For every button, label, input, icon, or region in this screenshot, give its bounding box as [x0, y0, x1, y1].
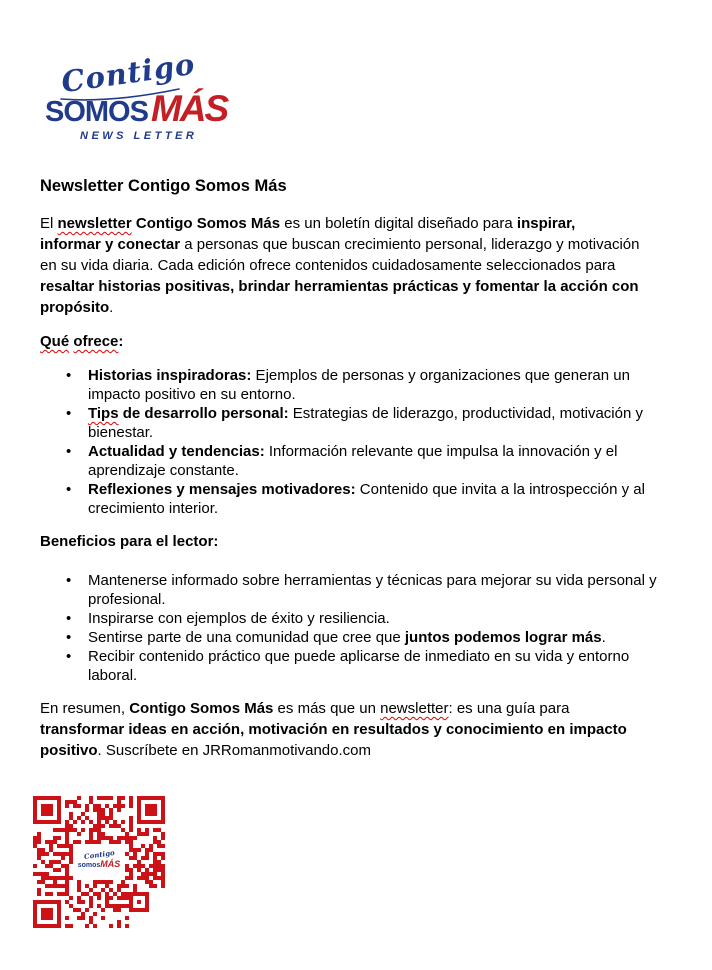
page-title: Newsletter Contigo Somos Más	[40, 177, 287, 195]
logo-tagline: NEWS LETTER	[80, 130, 198, 142]
newsletter-logo	[45, 46, 245, 148]
list-item: • Inspirarse con ejemplos de éxito y resiliencia.	[40, 609, 658, 628]
list-item: • Sentirse parte de una comunidad que cree que juntos podemos lograr más.	[40, 628, 658, 647]
list-item: • Recibir contenido práctico que puede aplicarse de inmediato en su vida y entorno laboral.	[40, 647, 658, 685]
logo-script-contigo: Contigo	[59, 46, 198, 100]
intro-paragraph: El newsletter Contigo Somos Más es un boletín digital diseñado para inspirar, informar y conectar a personas que buscan crecimiento personal, liderazgo y motivación en su vida diaria. Cada edición ofrece contenidos cuidadosamente seleccionados para resaltar historias positivas, brindar herramientas prácticas y fomentar la acción con propósito.	[40, 215, 640, 316]
qr-center-logo	[77, 847, 121, 875]
qr-logo-somos: somos	[77, 862, 101, 869]
list-item: • Tips de desarrollo personal: Estrategias de liderazgo, productividad, motivación y bienestar.	[40, 404, 658, 442]
list-item: • Mantenerse informado sobre herramientas y técnicas para mejorar su vida personal y profesional.	[40, 571, 658, 609]
list-item: • Reflexiones y mensajes motivadores: Contenido que invita a la introspección y al crecimiento interior.	[40, 480, 658, 518]
qr-logo-mas: MÁS	[100, 859, 121, 869]
logo-word-mas: MÁS	[150, 88, 228, 129]
benefits-list	[40, 571, 658, 685]
logo-wordmark	[45, 88, 227, 130]
qr-logo-contigo: Contigo	[83, 847, 115, 862]
offers-heading: Qué ofrece:	[40, 333, 124, 350]
list-item: • Actualidad y tendencias: Información relevante que impulsa la innovación y el aprendizaje constante.	[40, 442, 658, 480]
qr-code	[33, 796, 165, 928]
summary-paragraph: En resumen, Contigo Somos Más es más que un newsletter: es una guía para transformar ideas en acción, motivación en resultados y conocimiento en impacto positivo. Suscríbete en JRRomanmotivando.com	[40, 700, 627, 759]
benefits-heading: Beneficios para el lector:	[40, 533, 219, 550]
logo-word-somos: SOMOS	[45, 96, 148, 128]
list-item: • Historias inspiradoras: Ejemplos de personas y organizaciones que generan un impacto positivo en su entorno.	[40, 366, 658, 404]
offers-list	[40, 366, 658, 518]
